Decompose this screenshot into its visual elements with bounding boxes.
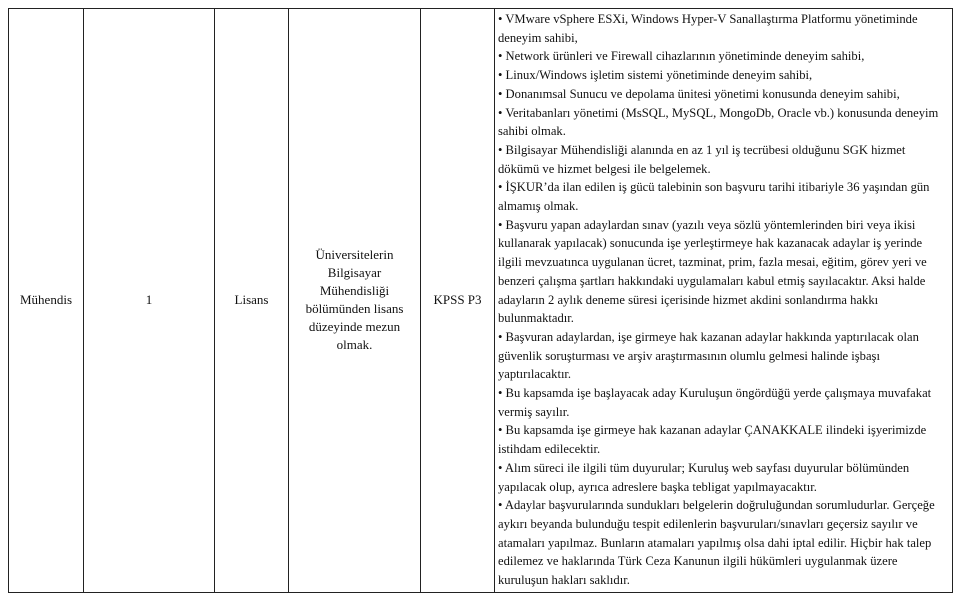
requirement-item: • Donanımsal Sunucu ve depolama ünitesi yönetimi konusunda deneyim sahibi, [498, 86, 900, 101]
requirements-cell [495, 9, 953, 593]
count-cell: 1 [84, 9, 215, 593]
requirement-item: • İŞKUR’da ilan edilen iş gücü talebinin son başvuru tarihi itibariyle 36 yaşından gün almamış olmak. [498, 180, 930, 214]
position-cell: Mühendis [9, 9, 84, 593]
requirement-item: • Bu kapsamda işe başlayacak aday Kuruluşun öngördüğü yerde çalışmaya muvafakat vermiş sayılır. [498, 386, 932, 419]
requirement-item: • Alım süreci ile ilgili tüm duyurular; Kuruluş web sayfası duyurular bölümünden yapılacak olup, ayrıca adreslere başka tebligat yapılmayacaktır. [498, 460, 910, 494]
requirement-item: • Başvuran adaylardan, işe girmeye hak kazanan adaylar hakkında yaptırılacak olan güvenlik soruşturması ve arşiv araştırmasının olumlu gelmesi halinde işbaşı yaptırılacaktır. [498, 329, 919, 382]
requirement-item: • Linux/Windows işletim sistemi yönetiminde deneyim sahibi, [498, 68, 813, 83]
job-listing-table [8, 8, 953, 593]
requirement-item: • Veritabanları yönetimi (MsSQL, MySQL, MongoDb, Oracle vb.) konusunda deneyim sahibi olmak. [498, 105, 939, 139]
exam-cell: KPSS P3 [421, 9, 495, 593]
requirement-item: • VMware vSphere ESXi, Windows Hyper-V Sanallaştırma Platformu yönetiminde deneyim sahibi, [498, 12, 918, 45]
requirement-item: • Adaylar başvurularında sundukları belgelerin doğruluğundan sorumludurlar. Gerçeğe aykırı beyanda bulunduğu tespit edilenlerin başvuruları/sınavları geçersiz sayılır ve atamaları yapılmaz. Bunların atamaları yapılmış olsa dahi iptal edilir. Hiçbir hak talep edilemez ve haklarında Türk Ceza Kanunun ilgili hükümleri uygulanmak üzere kuruluşun hakları saklıdır. [498, 498, 935, 588]
requirement-item: • Network ürünleri ve Firewall cihazlarının yönetiminde deneyim sahibi, [498, 49, 865, 64]
table-row [9, 9, 953, 593]
requirement-item: • Bilgisayar Mühendisliği alanında en az 1 yıl iş tecrübesi olduğunu SGK hizmet dökümü ve hizmet belgesi ile belgelemek. [498, 142, 906, 176]
requirement-item: • Bu kapsamda işe girmeye hak kazanan adaylar ÇANAKKALE ilindeki işyerimizde istihdam edilecektir. [498, 423, 927, 457]
requirement-item: • Başvuru yapan adaylardan sınav (yazılı veya sözlü yöntemlerinden biri veya ikisi kullanarak yapılacak) sonucunda işe yerleştirmeye hak kazanacak adaylar iş yerinde ilgili mevzuatınca uygulanan ücret, tazminat, prim, fazla mesai, eğitim, görev yeri ve benzeri çalışma şartları hakkındaki uygulamaları kabul etmiş sayılacaktır. Aksi halde adayların 2 aylık deneme süresi içerisinde hizmet akdini sonlandırma hakkı bulunmaktadır. [498, 217, 927, 326]
department-cell: Üniversitelerin Bilgisayar Mühendisliği bölümünden lisans düzeyinde mezun olmak. [289, 9, 421, 593]
education-level-cell: Lisans [215, 9, 289, 593]
